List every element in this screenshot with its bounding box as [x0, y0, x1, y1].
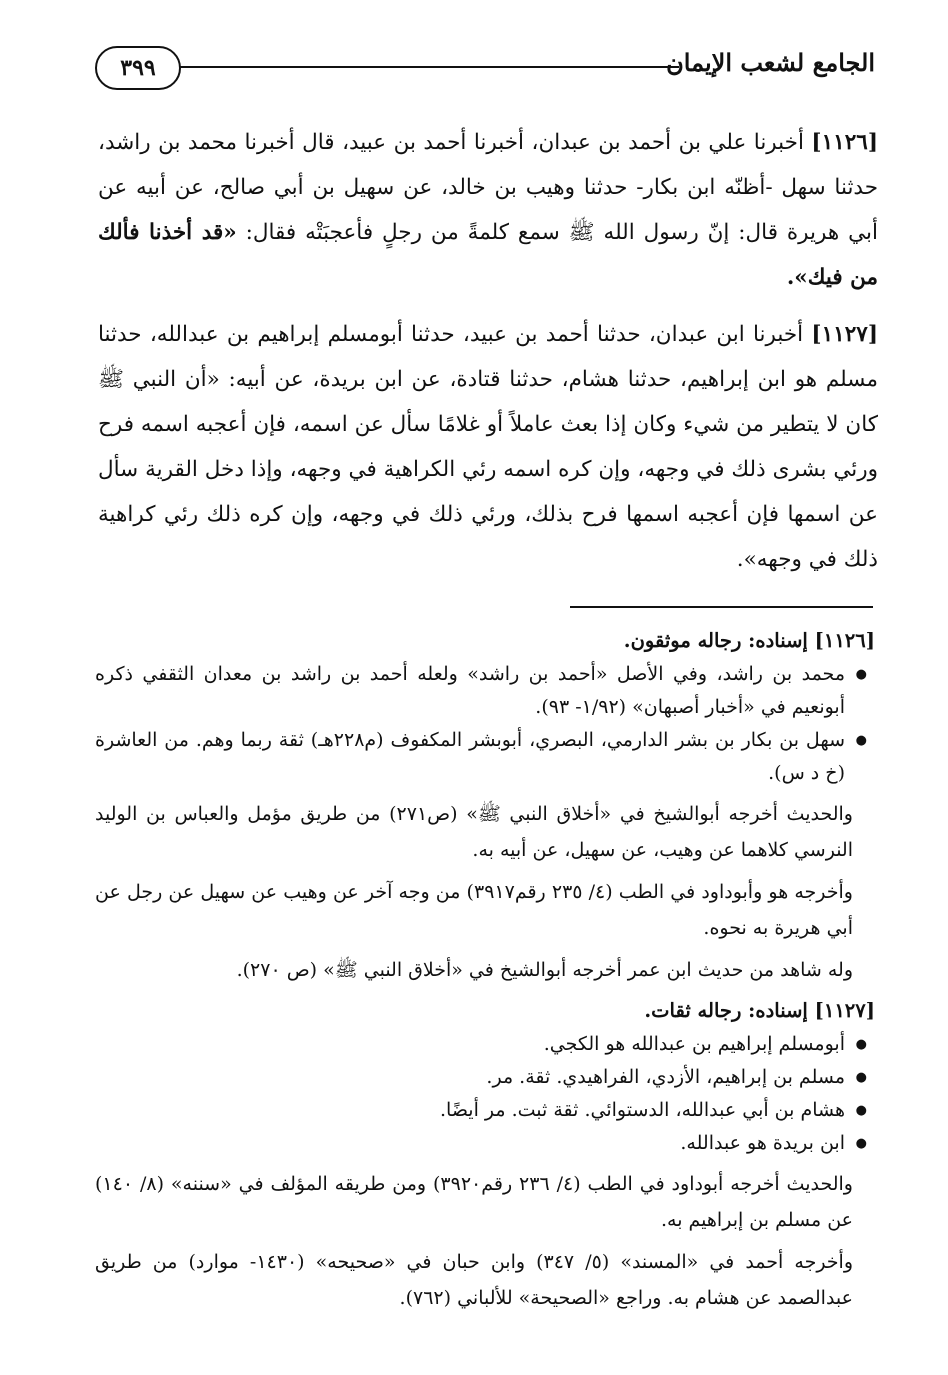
hadith-number: [١١٢٧] [811, 322, 878, 347]
note-paragraph: والحديث أخرجه أبوداود في الطب (٤/ ٢٣٦ رقم٣٩٢٠) ومن طريقه المؤلف في «سننه» (٨/ ١٤٠) عن مسلم بن إبراهيم به. [95, 1173, 853, 1231]
note-heading: [١١٢٦] إسناده: رجاله موثقون. [623, 629, 875, 652]
hadith-quote: «قد أخذنا فألك من فيك». [98, 220, 878, 290]
narrator-list [95, 1028, 875, 1160]
book-title: الجامع لشعب الإيمان [666, 48, 875, 77]
header-rule [179, 66, 679, 68]
list-item: ● سهل بن بكار بن بشر الدارمي، البصري، أبوبشر المكفوف (م٢٢٨هـ) ثقة ربما وهم. من العاشرة (خ د س). [95, 724, 867, 790]
list-item: ● هشام بن أبي عبدالله، الدستوائي. ثقة ثبت. مر أيضًا. [95, 1094, 867, 1127]
note-paragraph: والحديث أخرجه أبوالشيخ في «أخلاق النبي ﷺ» (ص٢٧١) من طريق مؤمل والعباس بن الوليد النرسي كلاهما عن وهيب، عن سهيل، عن أبيه به. [95, 803, 853, 861]
hadith-number: [١١٢٦] [811, 130, 878, 155]
hadith-paragraph [98, 120, 878, 300]
footnotes [95, 624, 875, 1322]
list-item: ● محمد بن راشد، وفي الأصل «أحمد بن راشد» ولعله أحمد بن راشد بن معدان الثقفي ذكره أبونعيم في «أخبار أصبهان» (١/٩٢- ٩٣). [95, 658, 867, 724]
hadith-text: أخبرنا علي بن أحمد بن عبدان، أخبرنا أحمد بن عبيد، قال أخبرنا محمد بن راشد، حدثنا سهل -أظنّه ابن بكار- حدثنا وهيب بن خالد، عن سهيل بن أبي صالح، عن أبيه عن أبي هريرة قال: إنّ رسول الله ﷺ سمع كلمةً من رجلٍ فأعجبَتْه فقال: [98, 130, 878, 245]
hadith-text: أخبرنا ابن عبدان، حدثنا أحمد بن عبيد، حدثنا أبومسلم إبراهيم بن عبدالله، حدثنا مسلم هو ابن إبراهيم، حدثنا هشام، حدثنا قتادة، عن ابن بريدة، عن أبيه: [98, 322, 879, 392]
page-header [95, 40, 875, 96]
list-item: ● مسلم بن إبراهيم، الأزدي، الفراهيدي. ثقة. مر. [95, 1061, 867, 1094]
list-item: ● ابن بريدة هو عبدالله. [95, 1127, 867, 1160]
narrator-list [95, 658, 875, 790]
hadith-quote: «أن النبي ﷺ كان لا يتطير من شيء وكان إذا بعث عاملاً أو غلامًا سأل عن اسمه، فإن أعجبه اسمه فرح ورئي بشرى ذلك في وجهه، وإن كره اسمه رئي الكراهية في وجهه، وإذا دخل القرية سأل عن اسمها فإن أعجبه اسمها فرح بذلك، ورئي ذلك في وجهه، وإن كره ذلك رئي كراهية ذلك في وجهه». [98, 367, 878, 572]
note-paragraph: وأخرجه أحمد في «المسند» (٥/ ٣٤٧) وابن حبان في «صحيحه» (١٤٣٠- موارد) من طريق عبدالصمد عن هشام به. وراجع «الصحيحة» للألباني (٧٦٢). [95, 1251, 854, 1309]
note-paragraph: وله شاهد من حديث ابن عمر أخرجه أبوالشيخ في «أخلاق النبي ﷺ» (ص ٢٧٠). [236, 959, 853, 981]
note-paragraph: وأخرجه هو وأبوداود في الطب (٤/ ٢٣٥ رقم٣٩١٧) من وجه آخر عن وهيب عن سهيل عن رجل عن أبي هريرة به نحوه. [95, 881, 853, 939]
list-item: ● أبومسلم إبراهيم بن عبدالله هو الكجي. [95, 1028, 867, 1061]
main-text [98, 120, 878, 594]
hadith-paragraph [98, 312, 878, 582]
note-heading: [١١٢٧] إسناده: رجاله ثقات. [644, 999, 875, 1022]
page-number: ٣٩٩ [95, 46, 181, 90]
footnote-separator [570, 606, 873, 608]
